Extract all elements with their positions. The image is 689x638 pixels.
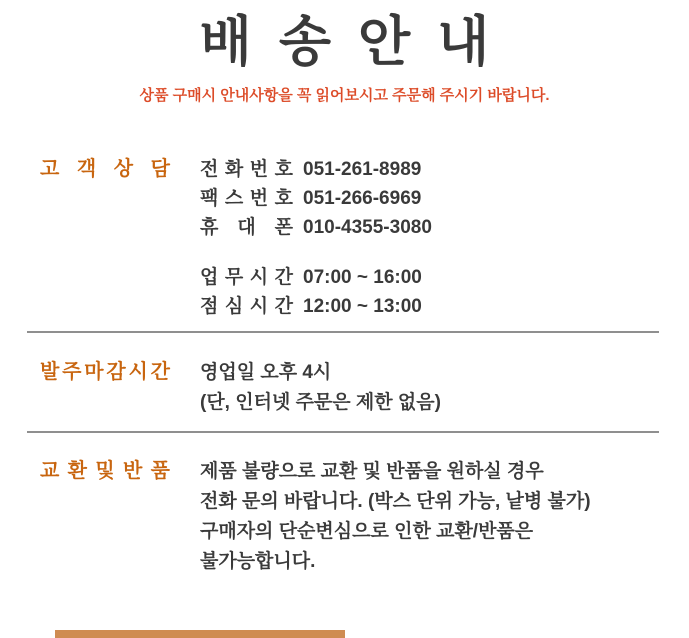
page-title [0,12,689,72]
hours-row-lunch [200,292,432,321]
exchange-return-heading: 교 환 및 반 품 [40,460,170,482]
fax-number: 051-266-6969 [303,188,422,209]
section-divider-1 [27,331,659,333]
contact-row-phone [200,155,432,184]
business-hours-value: 07:00 ~ 16:00 [303,267,422,288]
order-deadline-content [200,358,441,418]
hours-row-business [200,263,432,292]
exchange-return-line: 전화 문의 바랍니다. (박스 단위 가능, 낱병 불가) [200,491,591,512]
exchange-return-line: 구매자의 단순변심으로 인한 교환/반품은 [200,521,534,542]
contact-row-mobile [200,213,432,242]
mobile-label: 휴 대 폰 [200,217,293,238]
phone-label: 전 화 번 호 [200,159,293,180]
section-customer-service [0,155,689,321]
business-hours-label: 업 무 시 간 [200,267,293,288]
contact-row-fax [200,184,432,213]
lunch-hours-label: 점 심 시 간 [200,296,293,317]
order-deadline-heading: 발 주 마 감 시 간 [40,361,170,383]
order-deadline-note: (단, 인터넷 주문은 제한 없음) [200,392,441,413]
page-subtitle: 상품 구매시 안내사항을 꼭 읽어보시고 주문해 주시기 바랍니다. [139,87,550,104]
order-deadline-line: 영업일 오후 4시 [200,362,332,383]
exchange-return-line: 불가능합니다. [200,551,316,572]
exchange-return-content [200,457,591,577]
customer-service-heading: 고 객 상 담 [40,158,170,180]
section-divider-2 [27,431,659,433]
page-title-text: 배송안내 [199,12,517,72]
customer-service-content [200,155,432,321]
section-exchange-return [0,457,689,577]
lunch-hours-value: 12:00 ~ 13:00 [303,296,422,317]
phone-number: 051-261-8989 [303,159,422,180]
mobile-number: 010-4355-3080 [303,217,432,238]
footer-accent-bar [55,630,345,638]
spacer [200,242,432,263]
section-order-deadline [0,358,689,418]
fax-label: 팩 스 번 호 [200,188,293,209]
exchange-return-line: 제품 불량으로 교환 및 반품을 원하실 경우 [200,461,544,482]
